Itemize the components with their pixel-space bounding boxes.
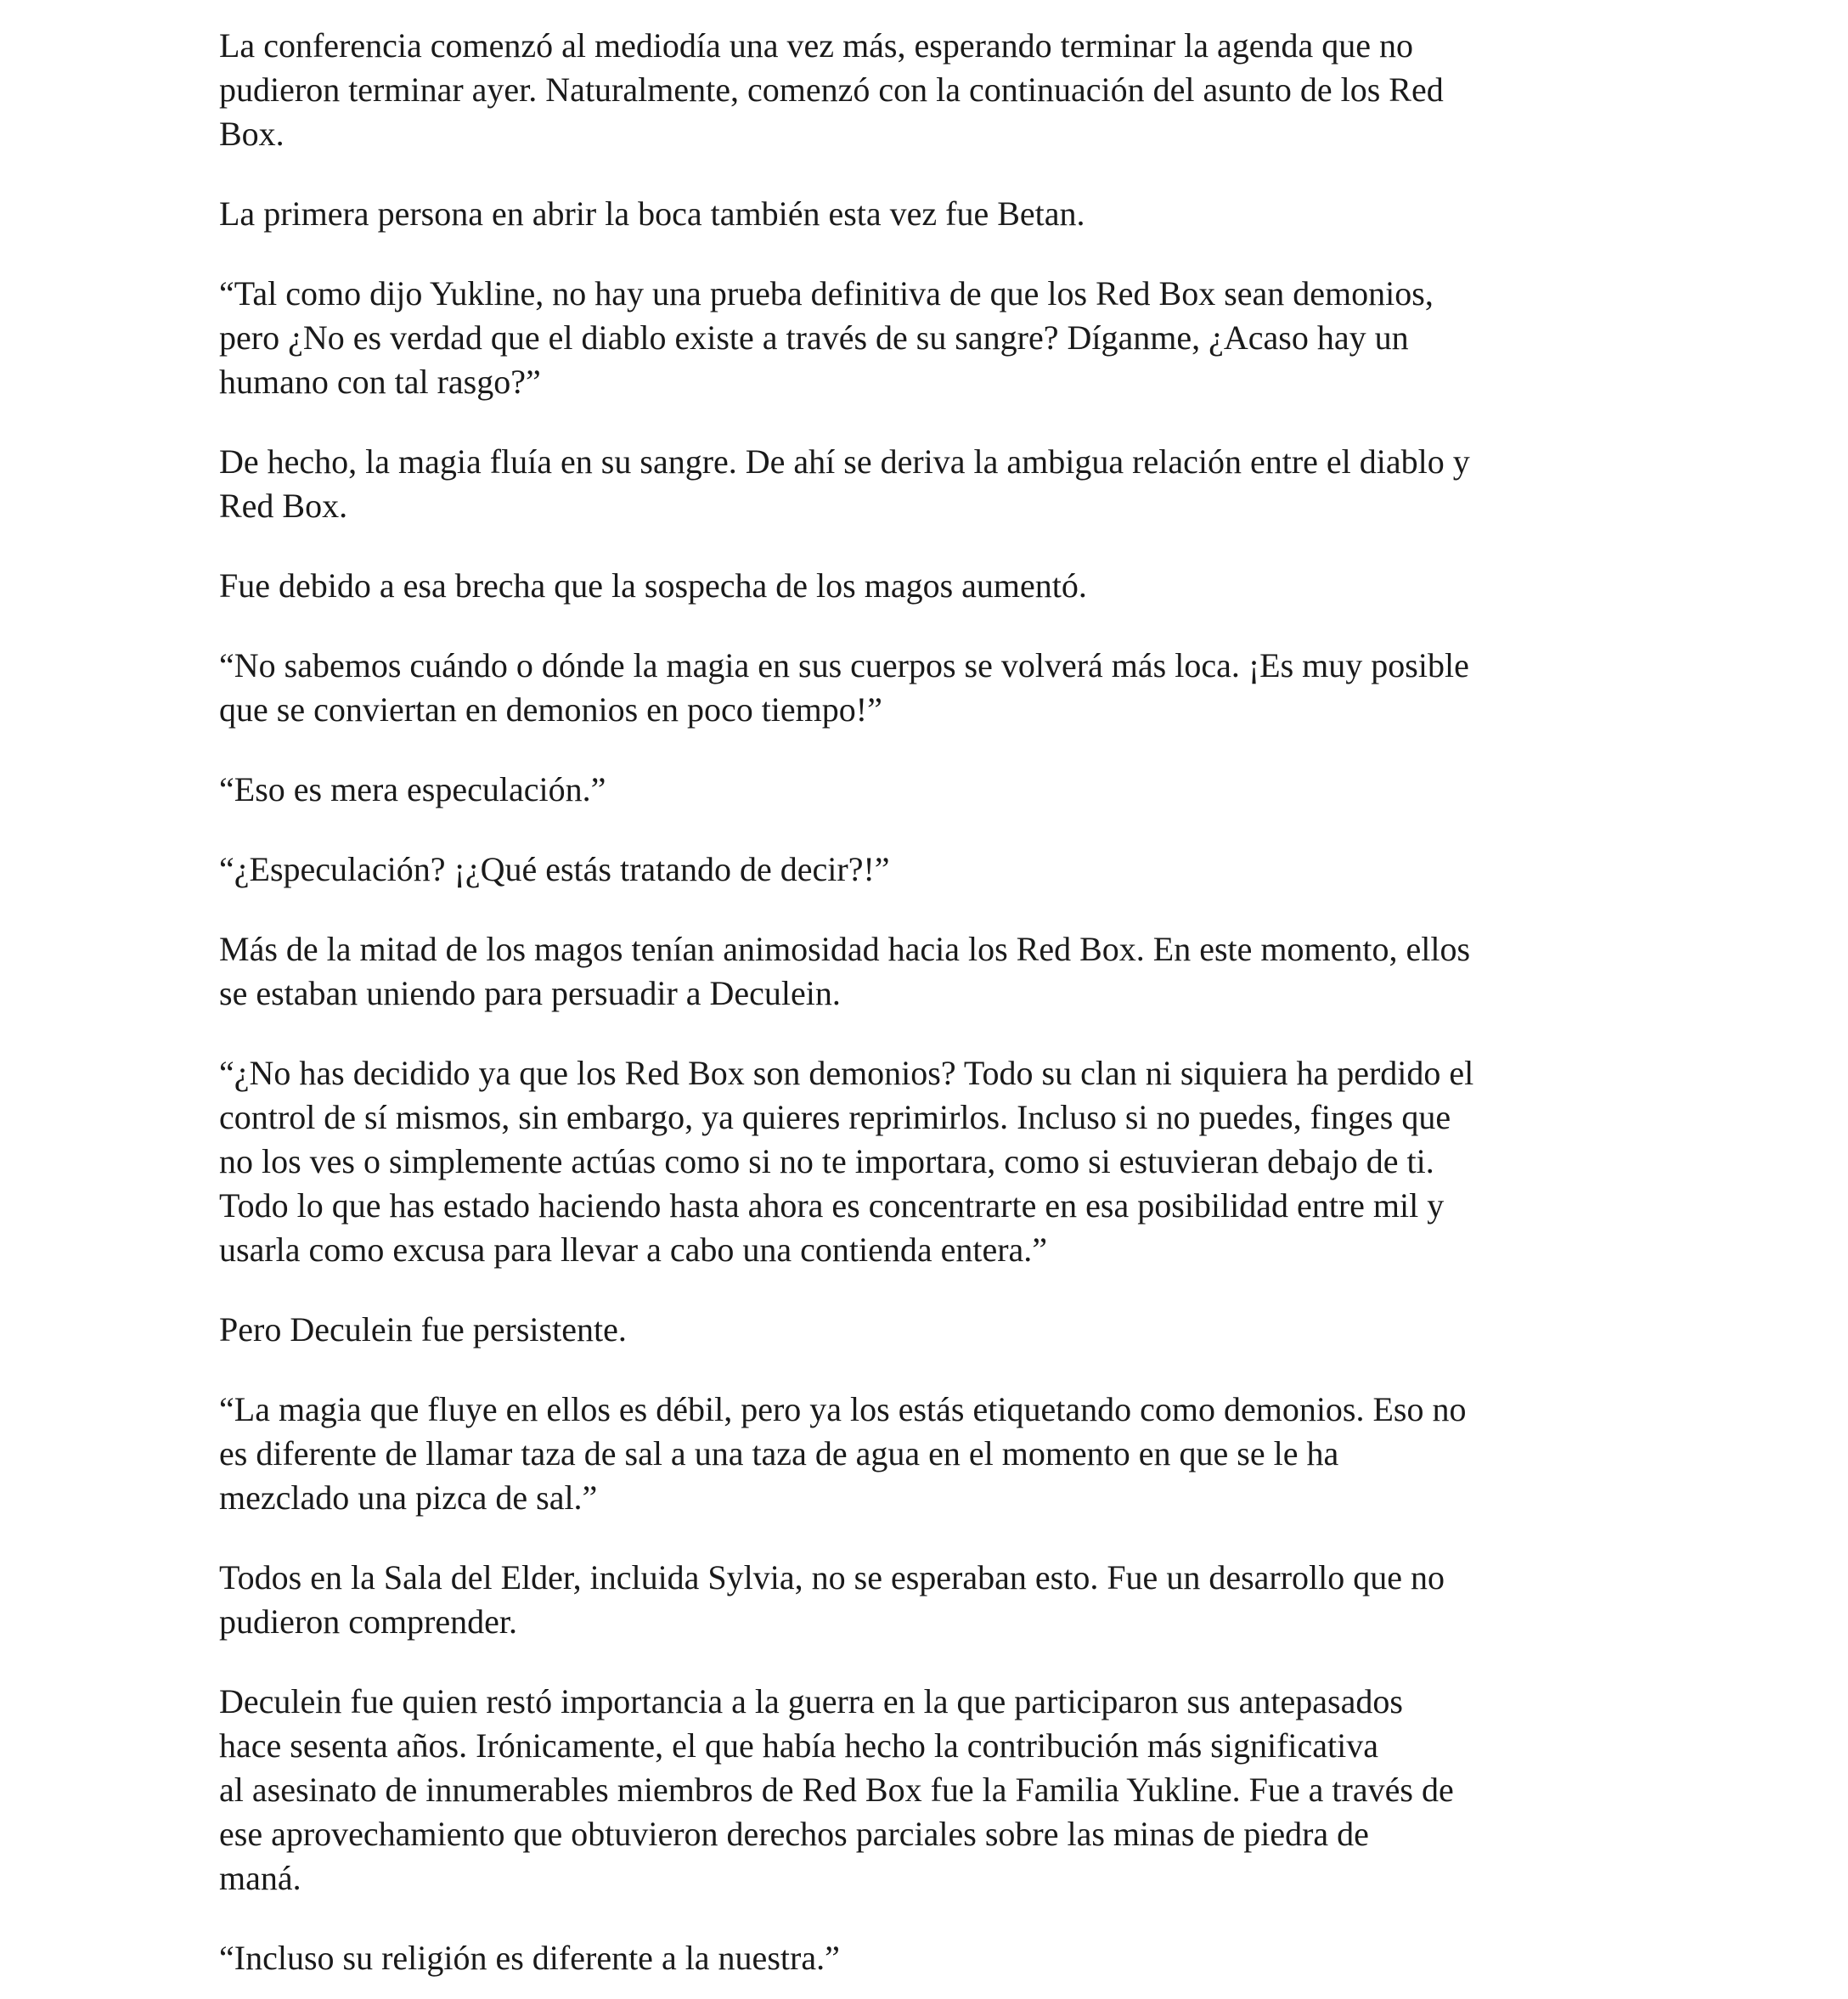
paragraph-2: La primera persona en abrir la boca también esta vez fue Betan.	[219, 194, 1085, 233]
document-body	[219, 24, 1646, 1980]
paragraph-6: “No sabemos cuándo o dónde la magia en sus cuerpos se volverá más loca. ¡Es muy posible que se conviertan en demonios en poco tiempo!”	[219, 646, 1469, 729]
paragraph-10: “¿No has decidido ya que los Red Box son demonios? Todo su clan ni siquiera ha perdido el control de sí mismos, sin embargo, ya quieres reprimirlos. Incluso si no puedes, finges que no los ves o simplemente actúas como si no te importara, como si estuvieran debajo de ti. Todo lo que has estado haciendo hasta ahora es concentrarte en esa posibilidad entre mil y usarla como excusa para llevar a cabo una contienda entera.”	[219, 1054, 1474, 1269]
paragraph-4: De hecho, la magia fluía en su sangre. De ahí se deriva la ambigua relación entre el diablo y Red Box.	[219, 442, 1470, 525]
paragraph-7: “Eso es mera especulación.”	[219, 770, 606, 808]
paragraph-11: Pero Deculein fue persistente.	[219, 1310, 627, 1349]
paragraph-15: “Incluso su religión es diferente a la nuestra.”	[219, 1939, 840, 1977]
paragraph-13: Todos en la Sala del Elder, incluida Sylvia, no se esperaban esto. Fue un desarrollo que no pudieron comprender.	[219, 1558, 1445, 1641]
paragraph-1: La conferencia comenzó al mediodía una vez más, esperando terminar la agenda que no pudieron terminar ayer. Naturalmente, comenzó con la continuación del asunto de los Red Box.	[219, 26, 1444, 153]
paragraph-5: Fue debido a esa brecha que la sospecha de los magos aumentó.	[219, 566, 1087, 605]
paragraph-3: “Tal como dijo Yukline, no hay una prueba definitiva de que los Red Box sean demonios, pero ¿No es verdad que el diablo existe a través de su sangre? Díganme, ¿Acaso hay un humano con tal rasgo?”	[219, 274, 1434, 401]
paragraph-8: “¿Especulación? ¡¿Qué estás tratando de decir?!”	[219, 850, 890, 888]
paragraph-9: Más de la mitad de los magos tenían animosidad hacia los Red Box. En este momento, ellos se estaban uniendo para persuadir a Deculein.	[219, 930, 1471, 1012]
paragraph-14: Deculein fue quien restó importancia a la guerra en la que participaron sus antepasados hace sesenta años. Irónicamente, el que había hecho la contribución más significativa al asesinato de innumerables miembros de Red Box fue la Familia Yukline. Fue a través de ese aprovechamiento que obtuvieron derechos parciales sobre las minas de piedra de maná.	[219, 1682, 1454, 1897]
paragraph-12: “La magia que fluye en ellos es débil, pero ya los estás etiquetando como demonios. Eso no es diferente de llamar taza de sal a una taza de agua en el momento en que se le ha mezclado una pizca de sal.”	[219, 1390, 1467, 1517]
